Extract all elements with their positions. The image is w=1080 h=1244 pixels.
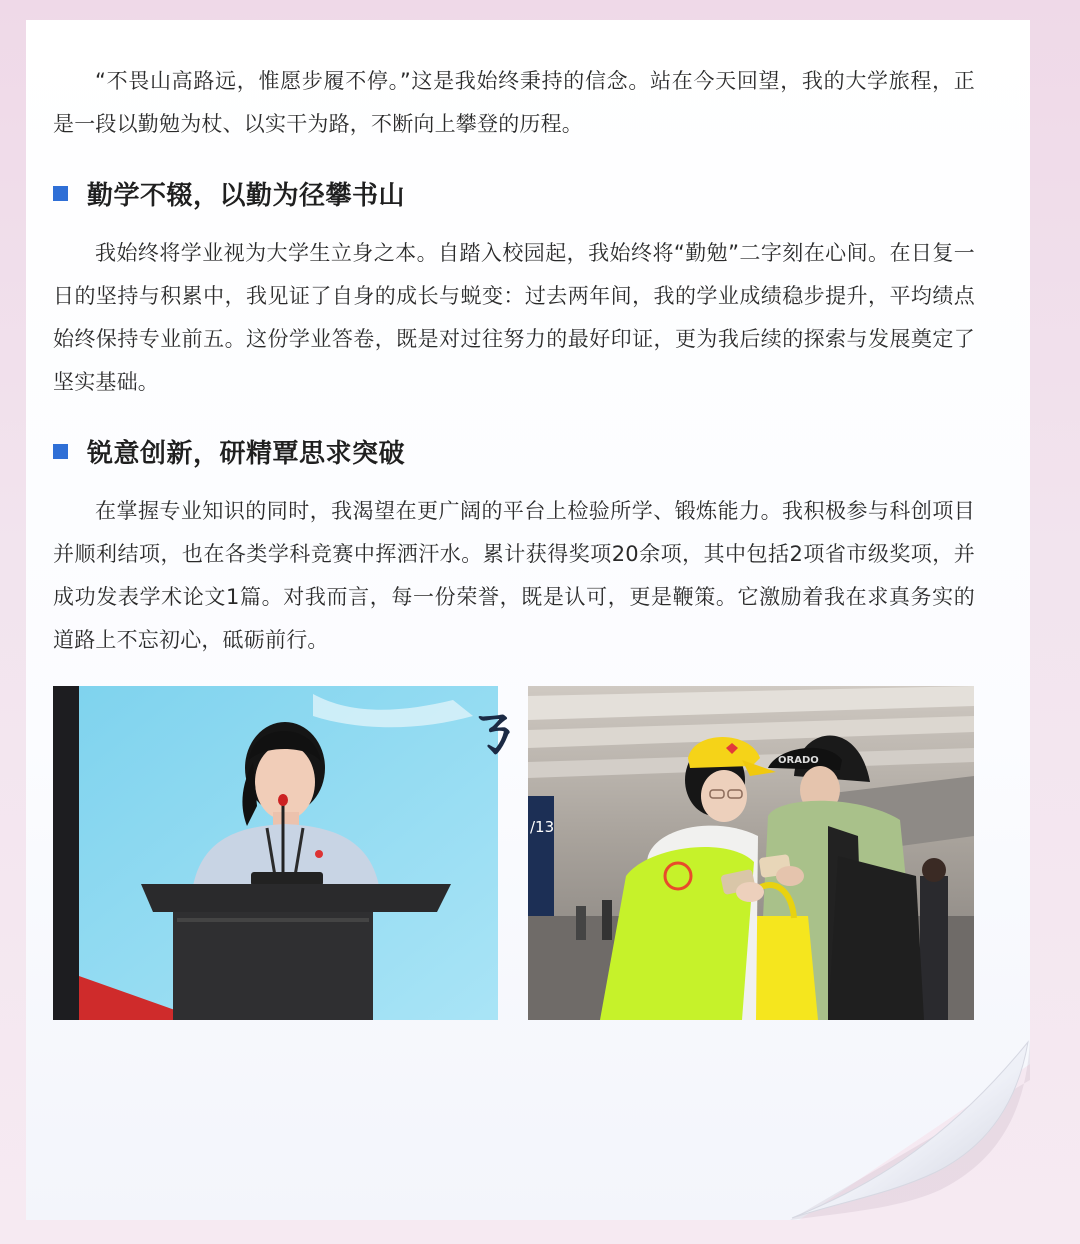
section-title: 锐意创新，研精覃思求突破 xyxy=(87,438,406,469)
section-body-study: 我始终将学业视为大学生立身之本。自踏入校园起，我始终将“勤勉”二字刻在心间。在日复一日的坚持与积累中，我见证了自身的成长与蜕变：过去两年间，我的学业成绩稳步提升，平均绩点始终保持专业前五。这份学业答卷，既是对过往努力的最好印证，更为我后续的探索与发展奠定了坚实基础。 xyxy=(53,241,975,394)
square-bullet-icon xyxy=(53,186,68,201)
intro-paragraph: “不畏山高路远，惟愿步履不停。”这是我始终秉持的信念。站在今天回望，我的大学旅程，正是一段以勤勉为杖、以实干为路，不断向上攀登的历程。 xyxy=(53,69,975,136)
article xyxy=(53,60,975,662)
station-board-text: /13 xyxy=(530,818,555,836)
section-body-innovation: 在掌握专业知识的同时，我渴望在更广阔的平台上检验所学、锻炼能力。我积极参与科创项目并顺利结项，也在各类学科竞赛中挥洒汗水。累计获得奖项20余项，其中包括2项省市级奖项，并成功发表学术论文1篇。对我而言，每一份荣誉，既是认可，更是鞭策。它激励着我在求真务实的道路上不忘初心，砥砺前行。 xyxy=(53,499,975,652)
section-heading-study xyxy=(53,168,975,218)
photo-speech-podium xyxy=(53,686,524,1020)
section-title: 勤学不辍，以勤为径攀书山 xyxy=(87,180,406,211)
square-bullet-icon xyxy=(53,444,68,459)
cap-logo-text: ORADO xyxy=(778,755,819,766)
background-sign-text: ㄋ xyxy=(465,696,524,764)
section-heading-innovation xyxy=(53,426,975,476)
photo-row xyxy=(53,686,974,1020)
photo-volunteers-station xyxy=(528,686,974,1020)
